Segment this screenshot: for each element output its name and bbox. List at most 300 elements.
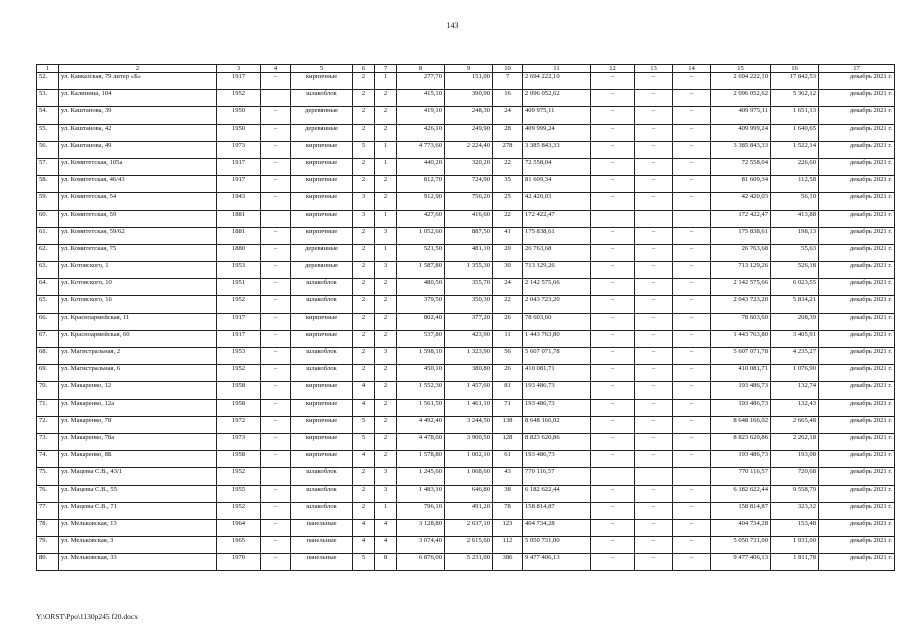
table-cell-col-8: 440,20 — [397, 158, 445, 175]
table-cell-col-4: – — [261, 554, 291, 571]
table-cell-col-12: – — [591, 382, 635, 399]
table-cell-col-10: 35 — [493, 176, 523, 193]
table-cell-col-8: 427,60 — [397, 210, 445, 227]
table-cell-col-14: – — [673, 537, 711, 554]
table-cell-col-11: 770 116,57 — [523, 468, 591, 485]
table-cell-col-8: 4 492,40 — [397, 416, 445, 433]
table-cell-col-9: 248,30 — [445, 107, 493, 124]
table-cell-col-14: – — [673, 554, 711, 571]
table-cell-col-6: 5 — [353, 433, 375, 450]
table-cell-col-6: 2 — [353, 176, 375, 193]
table-cell-col-2: ул. Макаренко, 12а — [59, 399, 217, 416]
table-row — [37, 227, 895, 244]
table-cell-col-17: декабрь 2021 г. — [819, 433, 895, 450]
table-cell-col-14: – — [673, 451, 711, 468]
table-row — [37, 124, 895, 141]
table-cell-col-15: 404 734,28 — [711, 519, 771, 536]
table-cell-col-6: 2 — [353, 313, 375, 330]
table-cell-col-10: 56 — [493, 348, 523, 365]
table-cell-col-5: шлакоблок — [291, 365, 353, 382]
table-cell-col-13: – — [635, 433, 673, 450]
table-cell-col-8: 912,90 — [397, 193, 445, 210]
table-cell-col-5: панельные — [291, 519, 353, 536]
table-cell-col-4: – — [261, 382, 291, 399]
table-row — [37, 158, 895, 175]
table-cell-col-11: 81 609,34 — [523, 176, 591, 193]
table-row — [37, 313, 895, 330]
table-row — [37, 433, 895, 450]
table-cell-col-5: деревянные — [291, 262, 353, 279]
table-row — [37, 279, 895, 296]
table-cell-col-1: 71. — [37, 399, 59, 416]
table-cell-col-1: 63. — [37, 262, 59, 279]
table-cell-col-14: – — [673, 262, 711, 279]
table-cell-col-4: – — [261, 433, 291, 450]
table-cell-col-15: 193 486,73 — [711, 399, 771, 416]
column-header-14: 14 — [673, 65, 711, 73]
table-cell-col-9: 724,90 — [445, 176, 493, 193]
table-cell-col-14: – — [673, 227, 711, 244]
table-cell-col-17: декабрь 2021 г. — [819, 90, 895, 107]
table-cell-col-10: 22 — [493, 296, 523, 313]
table-cell-col-14: – — [673, 90, 711, 107]
table-row — [37, 141, 895, 158]
table-cell-col-6: 4 — [353, 399, 375, 416]
table-cell-col-6: 3 — [353, 210, 375, 227]
table-cell-col-6: 2 — [353, 485, 375, 502]
table-cell-col-2: ул. Мельковская, 13 — [59, 519, 217, 536]
table-cell-col-10: 22 — [493, 210, 523, 227]
table-cell-col-15: 409 999,24 — [711, 124, 771, 141]
table-cell-col-10: 43 — [493, 468, 523, 485]
table-cell-col-11: 2 694 222,10 — [523, 73, 591, 90]
table-row — [37, 451, 895, 468]
table-cell-col-10: 123 — [493, 519, 523, 536]
table-cell-col-2: ул. Калинина, 104 — [59, 90, 217, 107]
table-cell-col-10: 22 — [493, 158, 523, 175]
table-cell-col-7: 4 — [375, 519, 397, 536]
table-cell-col-13: – — [635, 90, 673, 107]
table-cell-col-16: 208,39 — [771, 313, 819, 330]
table-cell-col-5: деревянные — [291, 244, 353, 261]
table-cell-col-12: – — [591, 537, 635, 554]
table-cell-col-11: 410 081,71 — [523, 365, 591, 382]
table-cell-col-14: – — [673, 313, 711, 330]
table-cell-col-5: шлакоблок — [291, 502, 353, 519]
table-cell-col-15: 78 603,60 — [711, 313, 771, 330]
table-cell-col-12: – — [591, 296, 635, 313]
table-cell-col-17: декабрь 2021 г. — [819, 348, 895, 365]
table-cell-col-14: – — [673, 176, 711, 193]
table-cell-col-7: 2 — [375, 399, 397, 416]
table-cell-col-4: – — [261, 158, 291, 175]
table-cell-col-14: – — [673, 416, 711, 433]
table-cell-col-1: 60. — [37, 210, 59, 227]
table-cell-col-17: декабрь 2021 г. — [819, 502, 895, 519]
table-cell-col-3: 1970 — [217, 554, 261, 571]
table-cell-col-12: – — [591, 433, 635, 450]
table-cell-col-5: кирпичные — [291, 433, 353, 450]
table-cell-col-6: 5 — [353, 554, 375, 571]
column-header-1: 1 — [37, 65, 59, 73]
table-cell-col-15: 172 422,47 — [711, 210, 771, 227]
table-cell-col-16: 112,58 — [771, 176, 819, 193]
table-cell-col-17: декабрь 2021 г. — [819, 416, 895, 433]
table-cell-col-3: 1917 — [217, 176, 261, 193]
table-cell-col-8: 537,80 — [397, 330, 445, 347]
table-cell-col-16: 2 262,18 — [771, 433, 819, 450]
table-cell-col-8: 419,10 — [397, 107, 445, 124]
table-cell-col-1: 67. — [37, 330, 59, 347]
table-cell-col-17: декабрь 2021 г. — [819, 210, 895, 227]
table-cell-col-5: кирпичные — [291, 158, 353, 175]
table-cell-col-10: 30 — [493, 262, 523, 279]
table-cell-col-15: 26 763,68 — [711, 244, 771, 261]
table-cell-col-4: – — [261, 348, 291, 365]
table-cell-col-14: – — [673, 348, 711, 365]
table-cell-col-13: – — [635, 348, 673, 365]
table-cell-col-17: декабрь 2021 г. — [819, 399, 895, 416]
table-cell-col-10: 81 — [493, 382, 523, 399]
table-cell-col-7: 2 — [375, 107, 397, 124]
table-cell-col-4: – — [261, 244, 291, 261]
table-cell-col-6: 2 — [353, 244, 375, 261]
table-cell-col-1: 54. — [37, 107, 59, 124]
table-cell-col-14: – — [673, 382, 711, 399]
table-cell-col-3: 1952 — [217, 296, 261, 313]
table-cell-col-3: 1958 — [217, 451, 261, 468]
table-cell-col-2: ул. Каштанова, 39 — [59, 107, 217, 124]
table-cell-col-16: 1 076,90 — [771, 365, 819, 382]
table-cell-col-4: – — [261, 399, 291, 416]
table-cell-col-2: ул. Каштанова, 49 — [59, 141, 217, 158]
table-cell-col-15: 81 609,34 — [711, 176, 771, 193]
table-cell-col-12: – — [591, 313, 635, 330]
table-row — [37, 365, 895, 382]
table-cell-col-6: 2 — [353, 296, 375, 313]
table-cell-col-1: 61. — [37, 227, 59, 244]
table-cell-col-10: 20 — [493, 244, 523, 261]
table-cell-col-3: 1917 — [217, 313, 261, 330]
table-cell-col-13: – — [635, 124, 673, 141]
table-cell-col-13: – — [635, 537, 673, 554]
table-cell-col-8: 379,50 — [397, 296, 445, 313]
table-cell-col-16: 17 842,53 — [771, 73, 819, 90]
table-cell-col-1: 77. — [37, 502, 59, 519]
table-cell-col-16: 1 640,65 — [771, 124, 819, 141]
table-cell-col-16: 4 235,27 — [771, 348, 819, 365]
table-cell-col-16: 413,88 — [771, 210, 819, 227]
table-cell-col-17: декабрь 2021 г. — [819, 158, 895, 175]
table-cell-col-4: – — [261, 279, 291, 296]
table-cell-col-12: – — [591, 519, 635, 536]
table-row — [37, 519, 895, 536]
table-cell-col-12: – — [591, 279, 635, 296]
table-cell-col-2: ул. Красноармейская, 11 — [59, 313, 217, 330]
table-cell-col-14: – — [673, 365, 711, 382]
table-body — [37, 73, 895, 571]
column-header-6: 6 — [353, 65, 375, 73]
table-cell-col-4: – — [261, 176, 291, 193]
table-cell-col-7: 2 — [375, 313, 397, 330]
table-cell-col-16: 56,10 — [771, 193, 819, 210]
table-cell-col-12: – — [591, 73, 635, 90]
table-cell-col-13: – — [635, 365, 673, 382]
table-cell-col-16: 55,63 — [771, 244, 819, 261]
table-row — [37, 468, 895, 485]
table-cell-col-13: – — [635, 107, 673, 124]
table-cell-col-7: 2 — [375, 296, 397, 313]
table-cell-col-1: 73. — [37, 433, 59, 450]
table-cell-col-12: – — [591, 348, 635, 365]
table-cell-col-15: 193 486,73 — [711, 382, 771, 399]
table-cell-col-12: – — [591, 244, 635, 261]
table-cell-col-7: 2 — [375, 176, 397, 193]
table-cell-col-5: деревянные — [291, 124, 353, 141]
table-cell-col-7: 1 — [375, 158, 397, 175]
table-cell-col-4: – — [261, 330, 291, 347]
table-cell-col-6: 2 — [353, 348, 375, 365]
table-cell-col-16: 198,13 — [771, 227, 819, 244]
table-row — [37, 193, 895, 210]
table-cell-col-12: – — [591, 262, 635, 279]
table-cell-col-7: 2 — [375, 330, 397, 347]
table-cell-col-13: – — [635, 262, 673, 279]
table-cell-col-11: 2 043 723,20 — [523, 296, 591, 313]
table-cell-col-2: ул. Мельковская, 3 — [59, 537, 217, 554]
table-cell-col-17: декабрь 2021 г. — [819, 330, 895, 347]
page-number: 143 — [446, 21, 459, 30]
data-table — [36, 64, 895, 571]
table-cell-col-4: – — [261, 313, 291, 330]
table-cell-col-13: – — [635, 485, 673, 502]
table-cell-col-16: 2 665,48 — [771, 416, 819, 433]
table-cell-col-5: кирпичные — [291, 382, 353, 399]
table-cell-col-3: 1880 — [217, 244, 261, 261]
table-cell-col-1: 78. — [37, 519, 59, 536]
table-cell-col-7: 2 — [375, 124, 397, 141]
table-cell-col-14: – — [673, 107, 711, 124]
table-cell-col-8: 1 552,30 — [397, 382, 445, 399]
table-cell-col-5: кирпичные — [291, 73, 353, 90]
table-cell-col-15: 410 081,71 — [711, 365, 771, 382]
table-cell-col-7: 2 — [375, 279, 397, 296]
table-cell-col-16: 153,48 — [771, 519, 819, 536]
table-cell-col-11: 6 182 622,44 — [523, 485, 591, 502]
table-cell-col-1: 52. — [37, 73, 59, 90]
table-cell-col-14: – — [673, 193, 711, 210]
table-cell-col-10: 41 — [493, 227, 523, 244]
table-cell-col-7: 2 — [375, 382, 397, 399]
table-cell-col-7: 3 — [375, 262, 397, 279]
table-cell-col-5: панельные — [291, 537, 353, 554]
table-cell-col-14: – — [673, 73, 711, 90]
table-cell-col-6: 3 — [353, 193, 375, 210]
table-cell-col-14: – — [673, 330, 711, 347]
table-cell-col-8: 450,10 — [397, 365, 445, 382]
table-cell-col-15: 5 050 731,00 — [711, 537, 771, 554]
table-cell-col-2: ул. Комитетская, 59/62 — [59, 227, 217, 244]
table-cell-col-9: 3 244,50 — [445, 416, 493, 433]
table-cell-col-6: 2 — [353, 502, 375, 519]
table-cell-col-7: 3 — [375, 348, 397, 365]
table-cell-col-9: 355,70 — [445, 279, 493, 296]
table-cell-col-7: 1 — [375, 244, 397, 261]
table-cell-col-17: декабрь 2021 г. — [819, 124, 895, 141]
table-cell-col-3: 1950 — [217, 124, 261, 141]
table-cell-col-16: 526,18 — [771, 262, 819, 279]
table-cell-col-17: декабрь 2021 г. — [819, 537, 895, 554]
table-cell-col-5: кирпичные — [291, 416, 353, 433]
table-cell-col-13: – — [635, 244, 673, 261]
table-cell-col-6: 2 — [353, 279, 375, 296]
table-cell-col-16: 1 522,14 — [771, 141, 819, 158]
table-cell-col-12: – — [591, 227, 635, 244]
table-cell-col-15: 2 694 222,10 — [711, 73, 771, 90]
table-cell-col-17: декабрь 2021 г. — [819, 279, 895, 296]
table-cell-col-11: 78 603,60 — [523, 313, 591, 330]
table-cell-col-14: – — [673, 485, 711, 502]
table-cell-col-4: – — [261, 227, 291, 244]
table-cell-col-8: 415,10 — [397, 90, 445, 107]
table-cell-col-9: 491,20 — [445, 502, 493, 519]
table-cell-col-7: 3 — [375, 485, 397, 502]
table-cell-col-16: 720,68 — [771, 468, 819, 485]
table-cell-col-15: 3 385 843,33 — [711, 141, 771, 158]
table-cell-col-17: декабрь 2021 г. — [819, 468, 895, 485]
table-cell-col-17: декабрь 2021 г. — [819, 244, 895, 261]
table-cell-col-1: 72. — [37, 416, 59, 433]
table-cell-col-12: – — [591, 107, 635, 124]
table-cell-col-16: 5 362,12 — [771, 90, 819, 107]
table-cell-col-10: 386 — [493, 554, 523, 571]
table-cell-col-1: 56. — [37, 141, 59, 158]
table-cell-col-15: 193 486,73 — [711, 451, 771, 468]
table-cell-col-6: 2 — [353, 227, 375, 244]
table-cell-col-17: декабрь 2021 г. — [819, 365, 895, 382]
table-cell-col-13: – — [635, 193, 673, 210]
table-cell-col-13: – — [635, 296, 673, 313]
table-cell-col-11: 2 142 575,66 — [523, 279, 591, 296]
table-cell-col-7: 1 — [375, 210, 397, 227]
table-cell-col-16: 323,32 — [771, 502, 819, 519]
table-cell-col-2: ул. Магистральная, 6 — [59, 365, 217, 382]
table-cell-col-14: – — [673, 519, 711, 536]
table-cell-col-4: – — [261, 502, 291, 519]
table-cell-col-13: – — [635, 330, 673, 347]
table-cell-col-16: 193,08 — [771, 451, 819, 468]
table-cell-col-6: 2 — [353, 90, 375, 107]
table-cell-col-4: – — [261, 73, 291, 90]
table-row — [37, 262, 895, 279]
table-cell-col-15: 770 116,57 — [711, 468, 771, 485]
table-cell-col-5: кирпичные — [291, 141, 353, 158]
table-row — [37, 537, 895, 554]
table-cell-col-16: 1 931,00 — [771, 537, 819, 554]
table-cell-col-9: 1 461,10 — [445, 399, 493, 416]
table-cell-col-7: 3 — [375, 227, 397, 244]
table-cell-col-9: 1 355,30 — [445, 262, 493, 279]
table-cell-col-17: декабрь 2021 г. — [819, 193, 895, 210]
table-cell-col-1: 75. — [37, 468, 59, 485]
table-cell-col-8: 1 052,60 — [397, 227, 445, 244]
table-cell-col-11: 193 486,73 — [523, 451, 591, 468]
table-cell-col-4: – — [261, 519, 291, 536]
footer-file-path: Y:\ORST\Ppo\1130p245 f20.docx — [36, 612, 138, 621]
table-cell-col-15: 158 814,87 — [711, 502, 771, 519]
table-cell-col-16: 1 811,78 — [771, 554, 819, 571]
table-cell-col-2: ул. Комитетская, 59 — [59, 210, 217, 227]
table-cell-col-6: 2 — [353, 468, 375, 485]
column-header-17: 17 — [819, 65, 895, 73]
table-cell-col-8: 1 483,10 — [397, 485, 445, 502]
table-cell-col-9: 416,60 — [445, 210, 493, 227]
table-cell-col-5: шлакоблок — [291, 279, 353, 296]
table-cell-col-5: кирпичные — [291, 313, 353, 330]
table-cell-col-16: 132,74 — [771, 382, 819, 399]
table-cell-col-13: – — [635, 73, 673, 90]
table-cell-col-13: – — [635, 416, 673, 433]
table-cell-col-14: – — [673, 124, 711, 141]
table-cell-col-3: 1917 — [217, 73, 261, 90]
table-cell-col-13: – — [635, 279, 673, 296]
table-cell-col-15: 2 043 723,20 — [711, 296, 771, 313]
table-cell-col-7: 2 — [375, 433, 397, 450]
table-cell-col-3: 1950 — [217, 107, 261, 124]
table-cell-col-2: ул. Макаренко, 78 — [59, 416, 217, 433]
table-cell-col-11: 3 385 843,33 — [523, 141, 591, 158]
table-cell-col-11: 713 129,26 — [523, 262, 591, 279]
table-cell-col-5: шлакоблок — [291, 348, 353, 365]
table-cell-col-14: – — [673, 433, 711, 450]
table-cell-col-2: ул. Макаренко, 8Б — [59, 451, 217, 468]
column-header-4: 4 — [261, 65, 291, 73]
table-cell-col-2: ул. Котовского, 1 — [59, 262, 217, 279]
table-row — [37, 485, 895, 502]
table-cell-col-12: – — [591, 502, 635, 519]
column-header-10: 10 — [493, 65, 523, 73]
table-cell-col-3: 1952 — [217, 90, 261, 107]
table-cell-col-10: 38 — [493, 485, 523, 502]
table-cell-col-5: кирпичные — [291, 193, 353, 210]
table-cell-col-11: 175 838,61 — [523, 227, 591, 244]
table-cell-col-13: – — [635, 382, 673, 399]
table-cell-col-2: ул. Красноармейская, 60 — [59, 330, 217, 347]
table-cell-col-3: 1881 — [217, 210, 261, 227]
table-cell-col-1: 66. — [37, 313, 59, 330]
table-cell-col-3: 1953 — [217, 348, 261, 365]
table-cell-col-10: 112 — [493, 537, 523, 554]
table-cell-col-1: 59. — [37, 193, 59, 210]
table-cell-col-2: ул. Макаренко, 78а — [59, 433, 217, 450]
table-cell-col-3: 1973 — [217, 433, 261, 450]
table-cell-col-15: 42 420,03 — [711, 193, 771, 210]
table-cell-col-9: 756,20 — [445, 193, 493, 210]
table-cell-col-8: 796,10 — [397, 502, 445, 519]
table-cell-col-3: 1973 — [217, 141, 261, 158]
table-cell-col-2: ул. Комитетская, 54 — [59, 193, 217, 210]
table-cell-col-6: 2 — [353, 330, 375, 347]
table-cell-col-16: 5 834,21 — [771, 296, 819, 313]
table-cell-col-2: ул. Комитетская, 46/43 — [59, 176, 217, 193]
table-cell-col-11: 2 096 052,62 — [523, 90, 591, 107]
column-header-7: 7 — [375, 65, 397, 73]
table-cell-col-13: – — [635, 141, 673, 158]
table-row — [37, 554, 895, 571]
table-cell-col-17: декабрь 2021 г. — [819, 107, 895, 124]
table-cell-col-17: декабрь 2021 г. — [819, 296, 895, 313]
table-cell-col-15: 6 182 622,44 — [711, 485, 771, 502]
